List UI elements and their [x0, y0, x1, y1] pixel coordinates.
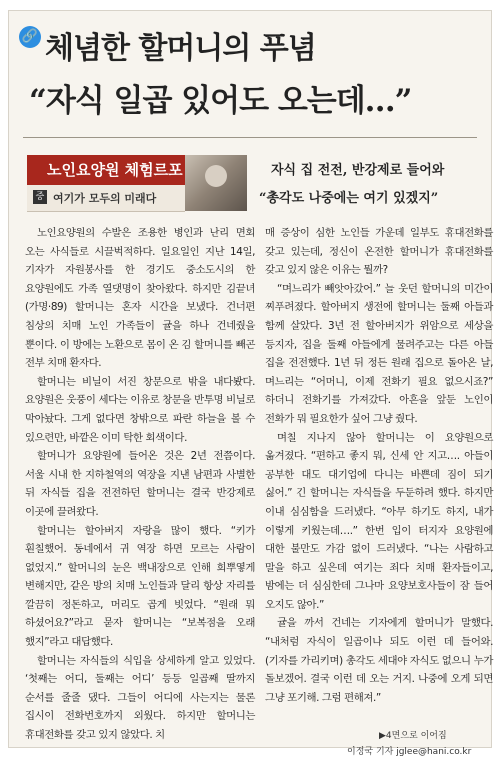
paragraph: 할머니가 요양원에 들어온 것은 2년 전쯤이다. 서울 시내 한 지하철역의 역장을 지낸 남편과 사별한 뒤 자식들 집을 전전하던 할머니는 결국 반강제로 이곳에 끌려왔다.	[25, 450, 255, 518]
paragraph: 노인요양원의 수발은 조용한 병인과 난리 면회 오는 사식들로 시끌벅적하다. 일요일인 지난 14일, 기자가 자원봉사를 한 경기도 중소도시의 한 요양원에도 가족 열댓명이 찾아왔다. 하지만 김끝녀(가명·89) 할머니는 혼자 시간을 보냈다. 건너편 침상의 치매 노인 가족들이 귤을 하나 건네줬을 뿐이다. 이 방에는 노환으로 몸이 온 김 할머니를 빼곤 전부 치매 환자다.	[25, 227, 255, 370]
paragraph: 할머니는 자식들의 식입을 상세하게 알고 있었다. ‘첫째는 어디, 둘째는 어디’ 등등 일곱째 딸까지 순서를 줄줄 댔다. 그들이 어디에 사는지는 물론 집시이 전화번호까지 외웠다. 하지만 할머니는 휴대전화를 갖고 있지 않았다. 치	[25, 654, 255, 742]
series-subtitle: 여기가 모두의 미래다	[53, 192, 157, 205]
byline: 이정국 기자 jglee@hani.co.kr	[347, 747, 472, 757]
header-divider	[23, 137, 477, 138]
paragraph: 며칠 지나지 않아 할머니는 이 요양원으로 옮겨졌다. “편하고 좋지 뭐, 신세 안 지고…. 아들이 공부한 대도 대기업에 다니는 바쁜데 짐이 되기 싫어.” 긴 할머니는 자식들을 두둔하려 했다. 하지만 이내 심심함을 드러냈다. “아무 하기도 하지, 내가 이렇게 키웠는데….” 한번 입이 터지자 요양원에 대한 불만도 가감 없이 드러냈다. “나는 사람하고 말을 하고 싶은데 여기는 죄다 치매 환자들이고, 밤에는 더 심심한데 그나마 요양보호사들이 잠 들어 오지도 않아.”	[265, 431, 493, 611]
paragraph: 매 증상이 심한 노인들 가운데 일부도 휴대전화를 갖고 있는데, 정신이 온전한 할머니가 휴대전화를 갖고 있지 않은 이유는 뭘까?	[265, 227, 493, 277]
link-icon[interactable]: 🔗	[19, 26, 41, 48]
series-banner	[27, 155, 247, 211]
headline-line1: 체념한 할머니의 푸념	[45, 31, 316, 66]
series-part-badge: 중	[33, 190, 47, 204]
subheadline-2: “총각도 나중에는 여기 있겠지”	[259, 191, 439, 206]
subheadline-1: 자식 집 전전, 반강제로 들어와	[271, 163, 445, 178]
paragraph: 귤을 까서 건네는 기자에게 할머니가 말했다. “내처럼 자식이 일곱이나 되도 이런 데 들어와. (기자를 가리키며) 총각도 세대야 자식도 없으니 누가 돌보겠어. 결국 이런 데 오는 거지. 나중에 오게 되면 그냥 포기해. 그럼 편해져.”	[265, 617, 493, 704]
paragraph: “며느리가 빼앗아갔어.” 늘 웃던 할머니의 미간이 찌푸려졌다. 할아버지 생전에 할머니는 둘째 아들과 함께 살았다. 3년 전 할아버지가 위암으로 세상을 등지자, 집을 둘째 아들에게 물려주고는 다른 아들 집을 전전했다. 1년 뒤 정든 원래 집으로 돌아온 날, 며느리는 “어머니, 이제 전화기 필요 없으시죠?” 하더니 전화기를 가져갔다. 아흔을 앞둔 노인이 전화가 뭐 필요한가 싶어 그냥 줬다.	[265, 282, 493, 425]
paragraph: 할머니는 할아버지 자랑을 많이 했다. “키가 훤칠했어. 동네에서 귀 역장 하면 모르는 사람이 없었지.” 할머니의 눈은 백내장으로 인해 희뿌옇게 변해지만, 같은 방의 치매 노인들과 달리 항상 자리를 깔끔히 정돈하고, 머리도 곱게 빗었다. “원래 뭐 하셨어요?”라고 묻자 할머니는 “보복점을 오래 했지”라고 대답했다.	[25, 524, 255, 649]
series-subtitle-bar	[27, 185, 185, 212]
body-column-left	[25, 224, 255, 745]
series-photo	[185, 155, 247, 211]
headline-line2: “자식 일곱 있어도 오는데…”	[29, 83, 412, 119]
continuation-note: ▶4면으로 이어짐	[379, 731, 447, 741]
paragraph: 할머니는 비닐이 서진 창문으로 밖을 내다봤다. 요양원은 웃풍이 세다는 이유로 창문을 반투명 비닐로 막아놨다. 그게 없다면 창밖으로 파란 하늘을 볼 수 있으련만, 바깥은 이미 탁한 회색이다.	[25, 375, 255, 444]
series-title: 노인요양원 체험르포	[47, 161, 183, 179]
newspaper-article	[8, 10, 493, 757]
body-column-right	[265, 224, 493, 707]
